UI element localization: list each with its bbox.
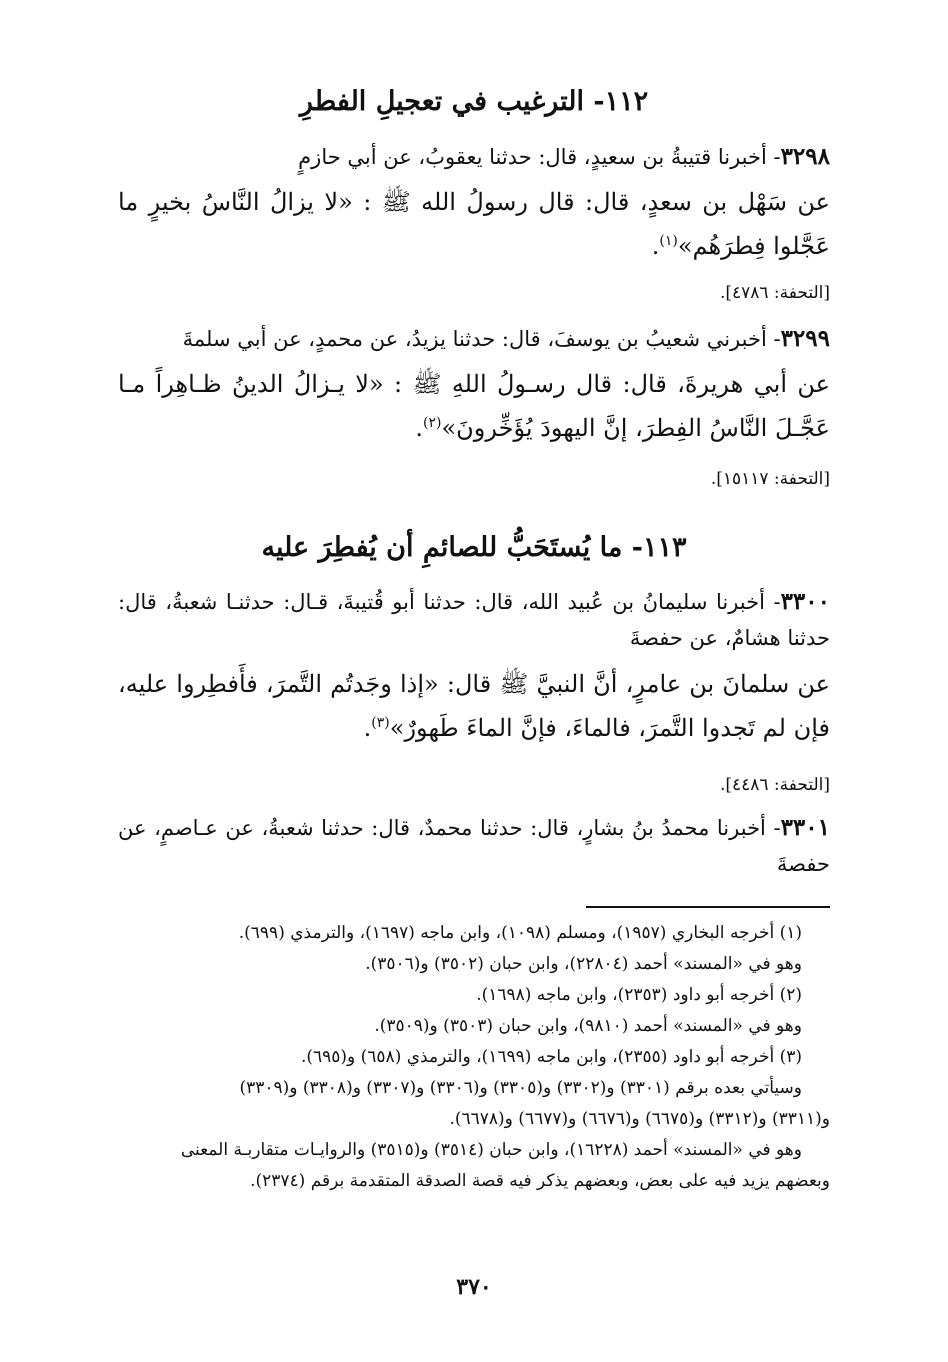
hadith-number: ٣٣٠١ [780,814,830,841]
footnote-line: وهو في «المسند» أحمد (١٦٢٢٨)، وابن حبان (٣٥١٤) و(٣٥١٥) والروايـات متقاربـة المعنى [180,1140,802,1160]
footnote-line: وهو في «المسند» أحمد (٩٨١٠)، وابن حبان (٣٥٠٣) و(٣٥٠٩). [374,1016,802,1036]
footnote-line: وبعضهم يزيد فيه على بعض، وبعضهم يذكر فيه قصة الصدقة المتقدمة برقم (٢٣٧٤). [250,1171,830,1191]
footnote-line: وسيأتي بعده برقم (٣٣٠١) و(٣٣٠٢) و(٣٣٠٥) و(٣٣٠٦) و(٣٣٠٧) و(٣٣٠٨) و(٣٣٠٩) [239,1078,802,1098]
footnote-ref: (١) [659,233,678,249]
footnote-ref: (٣) [371,715,390,731]
tuhfa-ref: [التحفة: ١٥١١٧]. [710,469,830,489]
hadith-isnad [118,810,830,882]
footnote-ref: (٢) [423,415,442,431]
isnad-text: - أخبرنا قتيبةُ بن سعيدٍ، قال: حدثنا يعقوبُ، عن أبي حازمٍ [298,145,781,169]
page-number: ٣٧٠ [456,1274,492,1300]
hadith-3300 [118,584,830,750]
hadith-isnad [118,320,830,358]
hadith-matn: عن سَهْل بن سعدٍ، قال: قال رسولُ الله ﷺ : «لا يزالُ النَّاسُ بخيرٍ ما عَجَّلوا فِطرَهُم»$^{(١)}$. [118,188,830,260]
tuhfa-ref: [التحفة: ٤٤٨٦]. [719,775,830,795]
hadith-matn: عن سلمانَ بن عامرٍ، أنَّ النبيَّ ﷺ قال: «إذا وجَدتُم التَّمرَ، فأَفطِروا عليه، فإن لم تَجدوا التَّمرَ، فالماءَ، فإنَّ الماءَ طَهورٌ»$^{(٣)}$. [118,670,830,742]
hadith-matn: عن أبي هريرةَ، قال: قال رسـولُ اللهِ ﷺ : «لا يـزالُ الدينُ ظـاهِراً مـا عَجَّـلَ النَّاسُ الفِطرَ، إنَّ اليهودَ يُؤَخِّرونَ»$^{(٢)}$. [118,370,830,442]
footnote-line: (٢) أخرجه أبو داود (٢٣٥٣)، وابن ماجه (١٦٩٨). [476,985,802,1005]
hadith-isnad [118,584,830,656]
footnote-line: و(٣٣١١) و(٣٣١٢) و(٦٦٧٥) و(٦٦٧٦) و(٦٦٧٧) و(٦٦٧٨). [449,1109,830,1129]
section-title: ١١٢- الترغيب في تعجيلِ الفطرِ [299,86,649,117]
hadith-number: ٣٢٩٨ [780,143,830,170]
footnote-line: (١) أخرجه البخاري (١٩٥٧)، ومسلم (١٠٩٨)، وابن ماجه (١٦٩٧)، والترمذي (٦٩٩). [238,923,802,943]
tuhfa-ref: [التحفة: ٤٧٨٦]. [719,283,830,303]
isnad-text: - أخبرنا سليمانُ بن عُبيد الله، قال: حدثنا أبو قُتيبةَ، قـال: حدثنـا شعبةُ، قال: حدثنا هشامٌ، عن حفصةَ [118,590,830,650]
hadith-isnad [118,138,830,176]
hadith-3301 [118,810,830,882]
hadith-number: ٣٢٩٩ [780,325,830,352]
isnad-text: - أخبرني شعيبُ بن يوسفَ، قال: حدثنا يزيدُ، عن محمدٍ، عن أبي سلمةَ [182,327,781,351]
footnote-separator [586,906,830,908]
matn-text: عن أبي هريرةَ، قال: قال رسـولُ اللهِ ﷺ : «لا يـزالُ الدينُ ظـاهِراً مـا عَجَّـلَ النَّاسُ الفِطرَ، إنَّ اليهودَ يُؤَخِّرونَ» [118,370,830,442]
hadith-3298 [118,138,830,268]
section-title: ١١٣- ما يُستَحَبُّ للصائمِ أن يُفطِرَ عليه [261,532,687,563]
matn-text: عن سلمانَ بن عامرٍ، أنَّ النبيَّ ﷺ قال: «إذا وجَدتُم التَّمرَ، فأَفطِروا عليه، فإن لم تَجدوا التَّمرَ، فالماءَ، فإنَّ الماءَ طَهورٌ» [118,670,830,742]
footnote-line: (٣) أخرجه أبو داود (٢٣٥٥)، وابن ماجه (١٦٩٩)، والترمذي (٦٥٨) و(٦٩٥). [300,1047,802,1067]
footnote-line: وهو في «المسند» أحمد (٢٢٨٠٤)، وابن حبان (٣٥٠٢) و(٣٥٠٦). [365,954,802,974]
hadith-number: ٣٣٠٠ [780,588,830,615]
footnotes [116,918,830,1197]
matn-text: عن سَهْل بن سعدٍ، قال: قال رسولُ الله ﷺ : «لا يزالُ النَّاسُ بخيرٍ ما عَجَّلوا فِطرَهُم» [118,188,830,260]
hadith-3299 [118,320,830,450]
isnad-text: - أخبرنا محمدُ بنُ بشارٍ، قال: حدثنا محمدٌ، قال: حدثنا شعبةُ، عن عـاصمٍ، عن حفصةَ [118,816,830,876]
